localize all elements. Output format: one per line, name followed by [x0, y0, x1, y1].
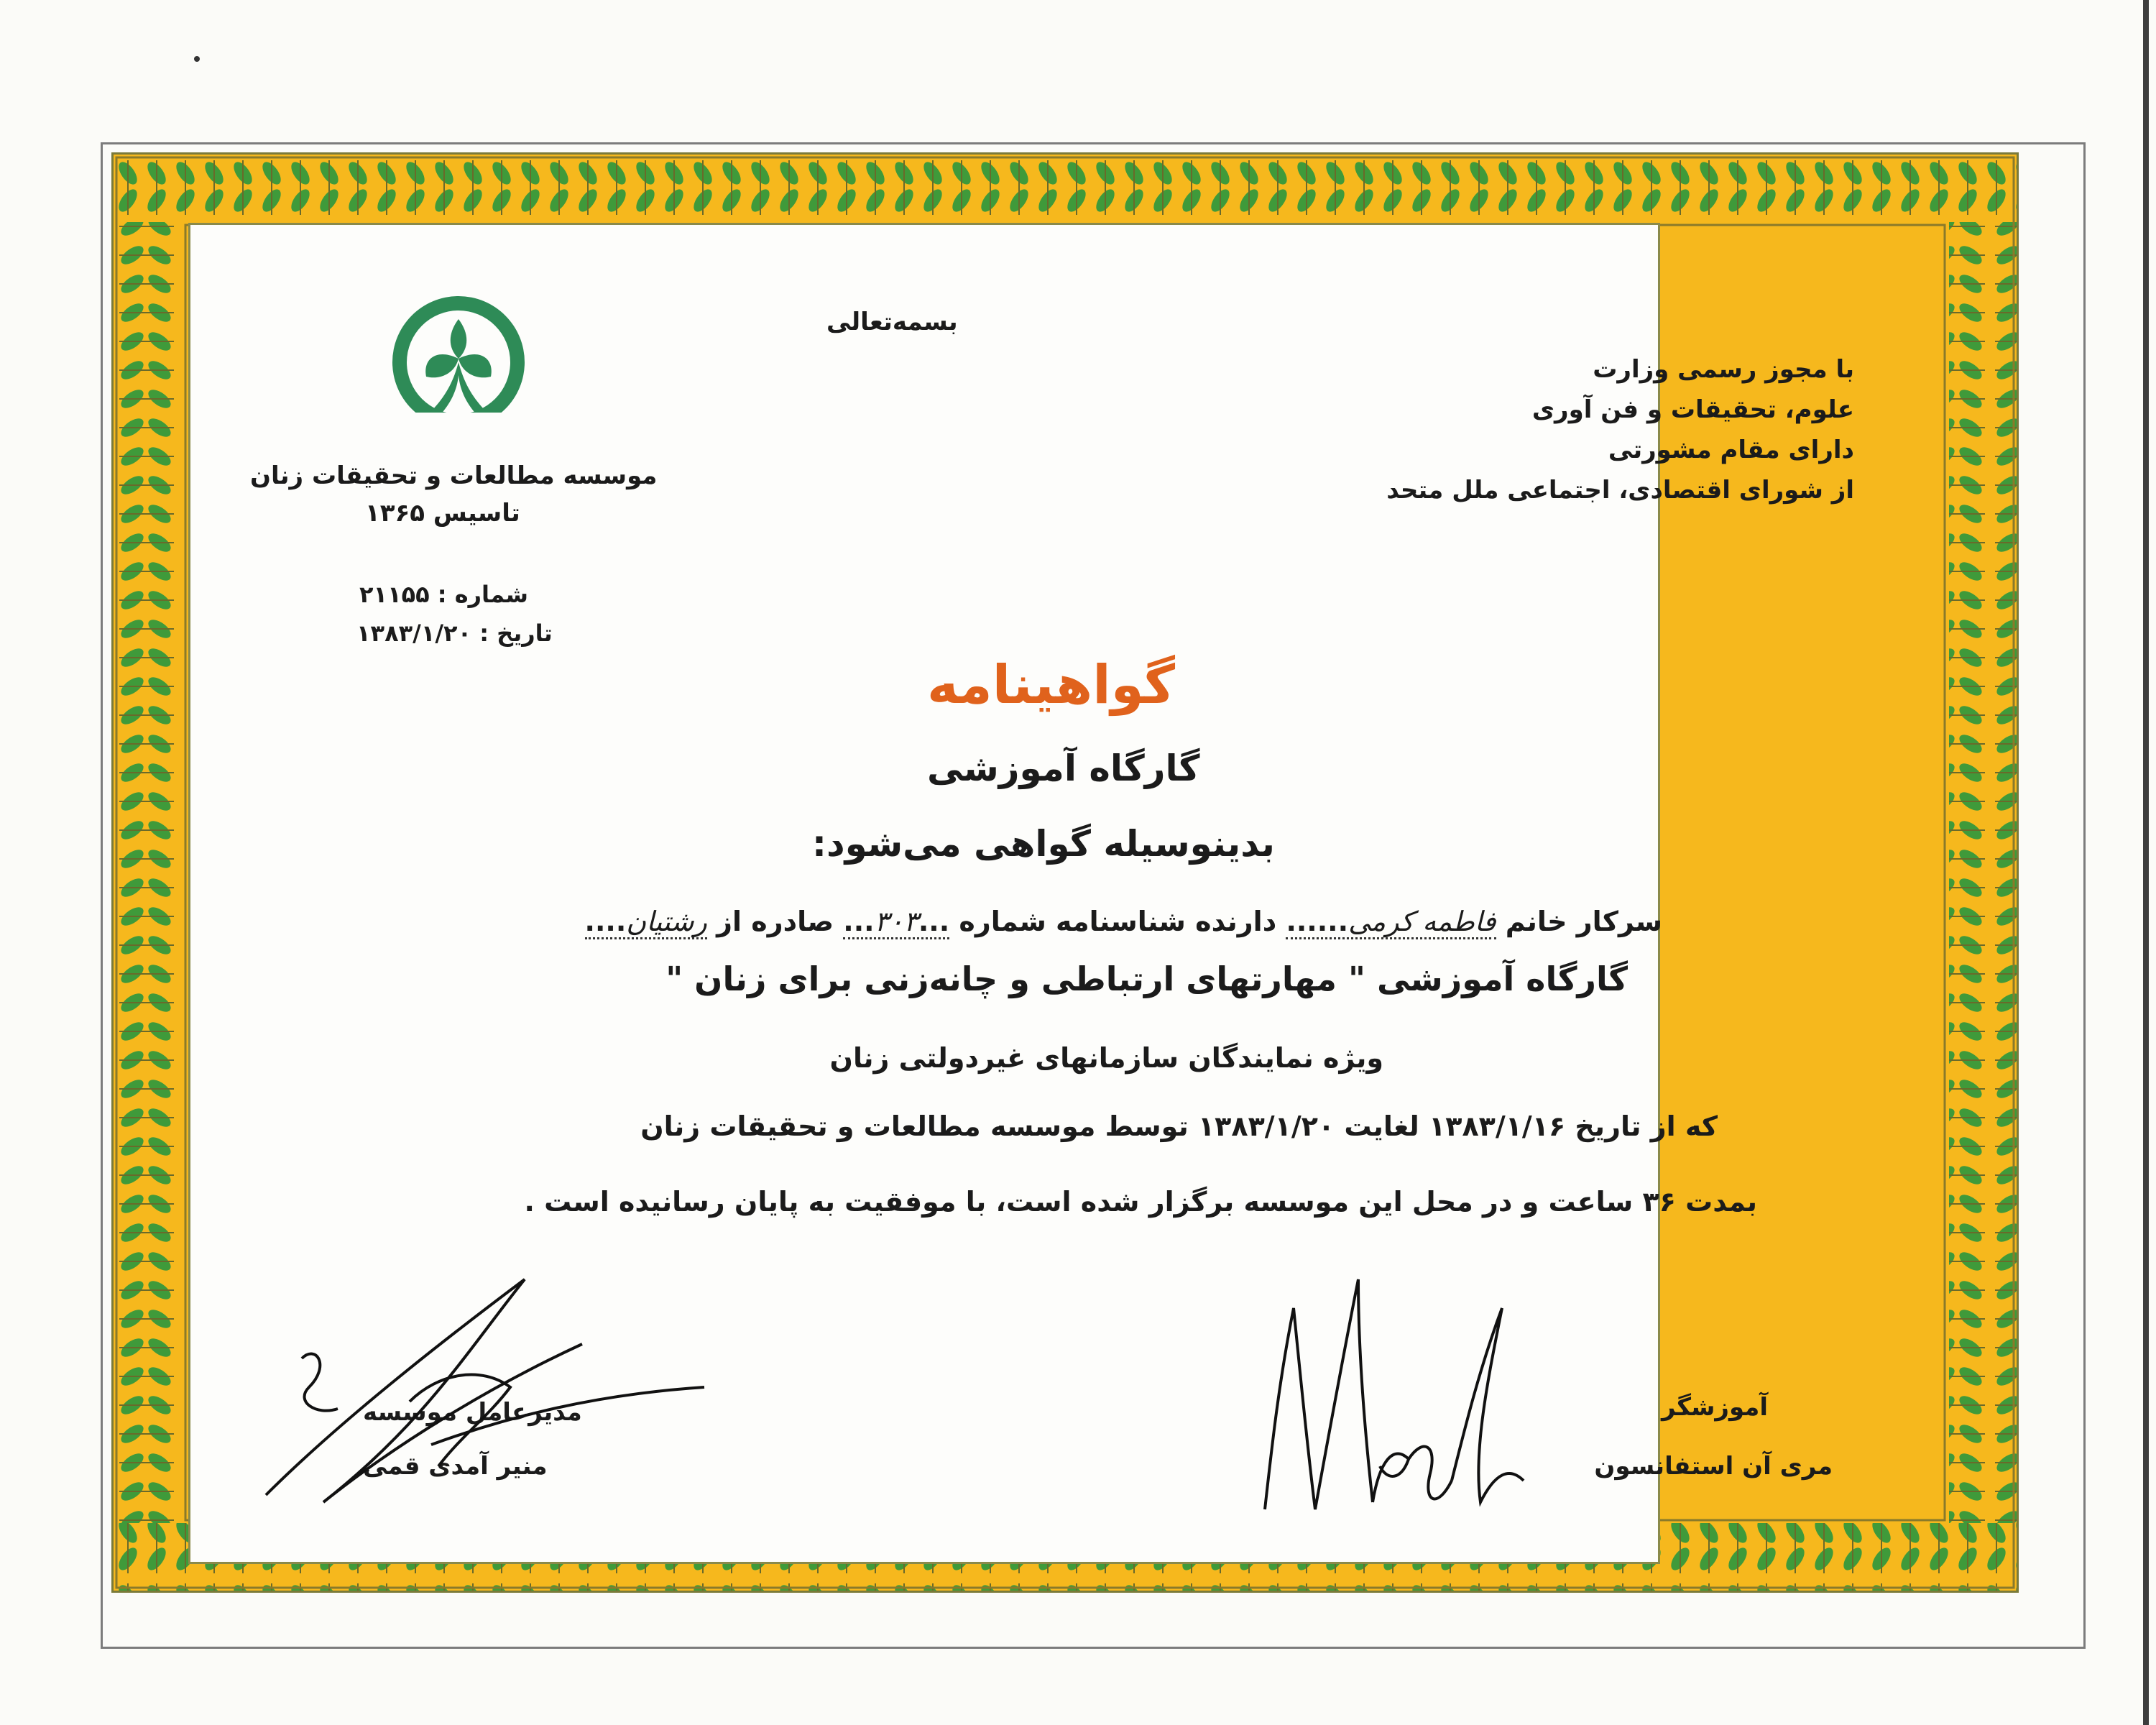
- trainer-name: مری آن استفانسون: [1594, 1452, 1833, 1481]
- authorization-line-4: از شورای اقتصادی، اجتماعی ملل متحد: [1386, 476, 1854, 505]
- authorization-line-3: دارای مقام مشورتی: [1608, 436, 1854, 464]
- reference-date: تاریخ : ۱۳۸۳/۱/۲۰: [356, 620, 553, 647]
- director-name: منیر آمدی قمی: [363, 1452, 548, 1481]
- recipient-line: [585, 906, 1662, 939]
- trainer-title: آموزشگر: [1662, 1393, 1768, 1422]
- leaf-emblem-icon: [387, 290, 530, 448]
- recipient-name-field: فاطمه کرمی......: [1286, 906, 1496, 939]
- workshop-title-line: گارگاه آموزشی " مهارتهای ارتباطی و چانه‌زنی برای زنان ": [665, 960, 1628, 998]
- recipient-name-handwritten: فاطمه کرمی: [1348, 906, 1496, 937]
- id-number-handwritten: ۳۰۳: [874, 906, 918, 937]
- issue-place-field: رشتیان....: [585, 906, 707, 939]
- duration-line: بمدت ۳۶ ساعت و در محل این موسسه برگزار شده است، با موفقیت به پایان رسانیده است .: [524, 1186, 1757, 1218]
- id-holder-label: دارنده شناسنامه شماره: [959, 906, 1277, 937]
- dates-line: که از تاریخ ۱۳۸۳/۱/۱۶ لغایت ۱۳۸۳/۱/۲۰ توسط موسسه مطالعات و تحقیقات زنان: [640, 1110, 1718, 1142]
- audience-line: ویژه نمایندگان سازمانهای غیردولتی زنان: [829, 1042, 1383, 1074]
- issued-label: صادره از: [717, 906, 834, 937]
- reference-number: شماره : ۲۱۱۵۵: [359, 581, 528, 608]
- issue-place-handwritten: رشتیان: [626, 906, 707, 937]
- certify-statement: بدینوسیله گواهی می‌شود:: [812, 823, 1275, 865]
- certificate-title: گواهینامه: [927, 654, 1175, 716]
- director-title: مدیرعامل موسسه: [363, 1398, 582, 1427]
- scan-speck: [194, 56, 200, 62]
- authorization-line-1: با مجوز رسمی وزارت: [1593, 355, 1854, 384]
- organization-founded: تاسیس ۱۳۶۵: [365, 499, 520, 528]
- organization-name: موسسه مطالعات و تحقیقات زنان: [250, 461, 658, 490]
- recipient-prefix: سرکار خانم: [1505, 906, 1662, 937]
- authorization-block: [1386, 349, 1854, 510]
- authorization-line-2: علوم، تحقیقات و فن آوری: [1531, 395, 1854, 424]
- basmala: بسمه‌تعالی: [826, 308, 958, 336]
- certificate-subtitle: گارگاه آموزشی: [927, 748, 1200, 789]
- id-number-field: ...۳۰۳...: [843, 906, 949, 939]
